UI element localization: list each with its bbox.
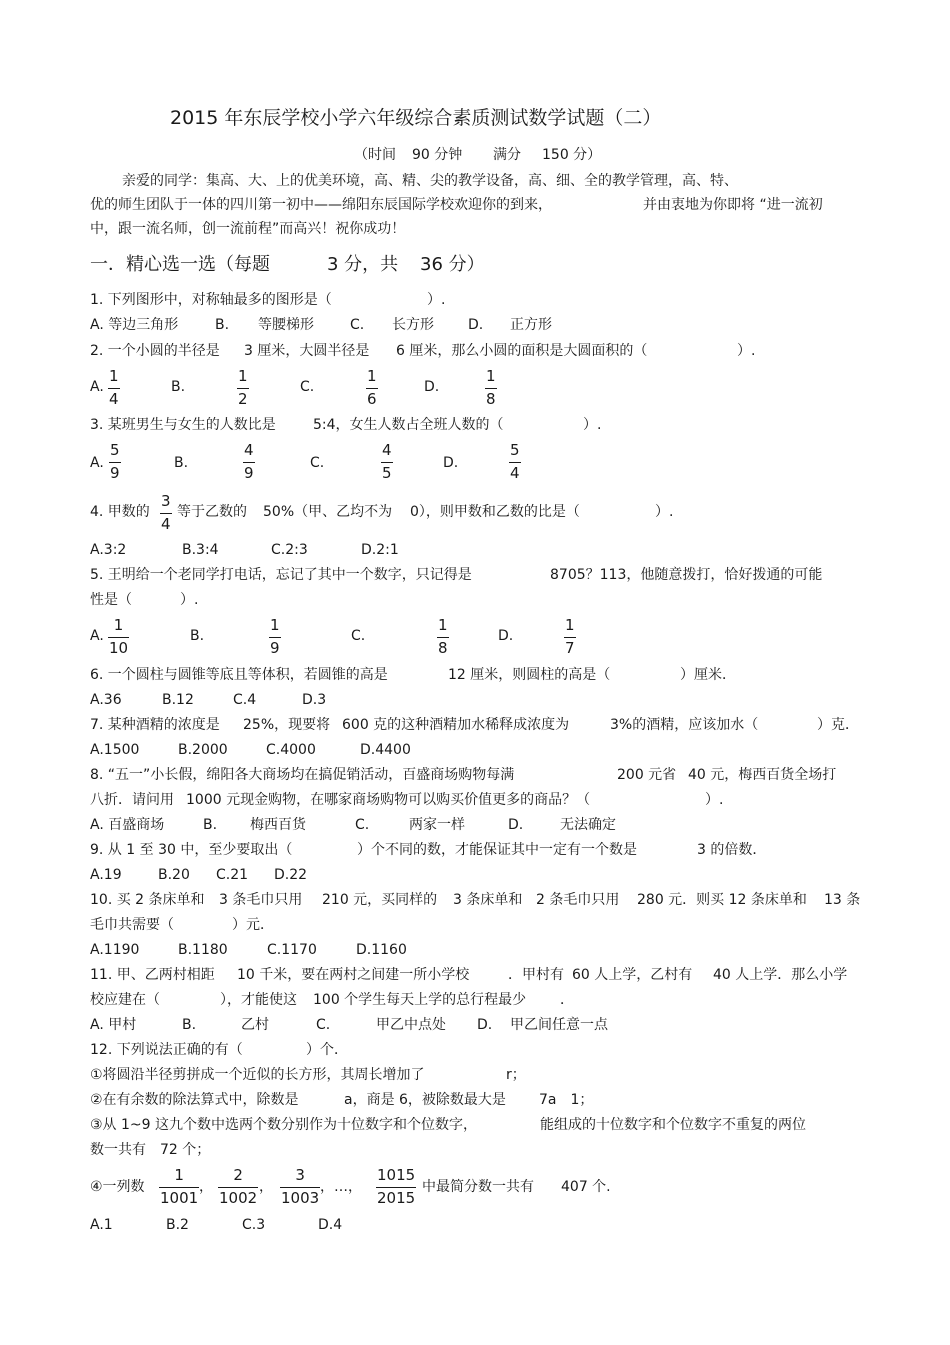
section-heading: 一．精心选一选（每题 — [90, 254, 270, 275]
q12-ellipsis: ，…， — [320, 1179, 362, 1195]
q7-value-1: 25%，现要将 — [243, 717, 331, 733]
q5-fraction-b: 1 9 — [270, 616, 280, 657]
q12-statement-3c: 数一共有 72 个； — [90, 1142, 211, 1158]
section-total: 36 分） — [420, 254, 485, 275]
q12-statement-2a: ②在有余数的除法算式中，除数是 — [90, 1092, 299, 1108]
q10-value-4: 2 条毛巾只用 — [536, 892, 620, 908]
q12-option-d: D.4 — [318, 1217, 343, 1233]
q11-end: ． — [560, 992, 574, 1008]
q9-option-b: B.20 — [158, 867, 190, 883]
q12-fraction-3: 3 1003 — [281, 1166, 320, 1207]
q12-fraction-2: 2 1002 — [219, 1166, 258, 1207]
q12-option-a: A.1 — [90, 1217, 113, 1233]
intro-line-1: 亲爱的同学：集高、大、上的优美环境，高、精、尖的教学设备，高、细、全的教学管理，高、特、 — [122, 173, 738, 189]
q11-value-5: ），才能使这 — [220, 992, 297, 1008]
q11-value-2: ．甲村有 — [508, 967, 564, 983]
q5-fraction-a: 1 10 — [109, 616, 129, 657]
q10-value-5: 280 元．则买 12 条床单和 — [637, 892, 807, 908]
q3-fraction-b: 4 9 — [244, 441, 254, 482]
q10-option-c: C.1170 — [267, 942, 317, 958]
q3-option-d: D. — [443, 455, 459, 471]
q7-option-b: B.2000 — [178, 742, 228, 758]
q1-option-b-label: B. — [215, 317, 230, 333]
q8-option-a: A. 百盛商场 — [90, 817, 165, 833]
section-points: 3 分，共 — [327, 254, 399, 275]
q6-option-c: C.4 — [233, 692, 257, 708]
q10-value-2: 210 元，买同样的 — [322, 892, 438, 908]
q8-option-c-text: 两家一样 — [409, 817, 465, 833]
q9-value-2: 3 的倍数． — [697, 842, 767, 858]
q10-option-b: B.1180 — [178, 942, 228, 958]
q4-option-a: A.3:2 — [90, 542, 127, 558]
q2-stem: 2. 一个小圆的半径是 — [90, 343, 220, 359]
q12-fraction-1: 1 1001 — [160, 1166, 199, 1207]
q8-value-2: 40 元，梅西百货全场打 — [688, 767, 837, 783]
q3-stem: 3. 某班男生与女生的人数比是 — [90, 417, 276, 433]
q2-value-1: 3 厘米，大圆半径是 — [244, 343, 370, 359]
q11-stem: 11. 甲、乙两村相距 — [90, 967, 215, 983]
q10-value-3: 3 条床单和 — [453, 892, 523, 908]
q12-option-c: C.3 — [242, 1217, 266, 1233]
score-label: 满分 — [493, 147, 521, 163]
intro-line-2a: 优的师生团队于一体的四川第一初中——绵阳东辰国际学校欢迎你的到来， — [90, 197, 552, 213]
q3-option-c: C. — [310, 455, 325, 471]
q12-comma-2: ， — [259, 1179, 273, 1195]
q6-end: ）厘米． — [680, 667, 736, 683]
q2-option-b: B. — [171, 379, 186, 395]
q9-value-1: ）个不同的数，才能保证其中一定有一个数是 — [357, 842, 637, 858]
q8-stem-2: 八折．请问用 — [90, 792, 174, 808]
q9-option-d: D.22 — [274, 867, 308, 883]
q7-option-d: D.4400 — [360, 742, 411, 758]
q10-value-1: 3 条毛巾只用 — [219, 892, 303, 908]
intro-line-3: 中，跟一流名师，创一流前程”而高兴！祝你成功！ — [90, 221, 406, 237]
q2-option-c: C. — [300, 379, 315, 395]
time-label: （时间 — [354, 147, 396, 163]
q6-option-d: D.3 — [302, 692, 327, 708]
q7-option-a: A.1500 — [90, 742, 140, 758]
q11-option-d-label: D. — [477, 1017, 493, 1033]
q12-option-b: B.2 — [166, 1217, 189, 1233]
q1-option-c-text: 长方形 — [392, 317, 434, 333]
q10-option-d: D.1160 — [356, 942, 407, 958]
q12-statement-1b: r； — [506, 1067, 526, 1083]
q7-value-2: 600 克的这种酒精加水稀释成浓度为 — [342, 717, 570, 733]
q2-end: ）. — [737, 343, 756, 359]
q1-option-a: A. 等边三角形 — [90, 317, 179, 333]
q11-option-c-text: 甲乙中点处 — [376, 1017, 446, 1033]
score-value: 150 分） — [542, 147, 602, 163]
q12-statement-2c: 7a 1； — [539, 1092, 594, 1108]
q11-value-4: 40 人上学．那么小学 — [713, 967, 848, 983]
q7-value-3: 3%的酒精，应该加水（ — [610, 717, 759, 733]
q4-option-c: C.2:3 — [271, 542, 308, 558]
q5-option-a: A. — [90, 628, 104, 644]
q4-option-b: B.3:4 — [182, 542, 219, 558]
q10-option-a: A.1190 — [90, 942, 140, 958]
q7-option-c: C.4000 — [266, 742, 316, 758]
q1-option-d-label: D. — [468, 317, 484, 333]
q8-value-3: 1000 元现金购物，在哪家商场购物可以购买价值更多的商品？（ — [186, 792, 591, 808]
q4-end: ）. — [655, 504, 674, 520]
q12-end: ）个． — [306, 1042, 348, 1058]
q6-value: 12 厘米，则圆柱的高是（ — [448, 667, 611, 683]
q8-stem: 8. “五一”小长假，绵阳各大商场均在搞促销活动，百盛商场购物每满 — [90, 767, 515, 783]
q3-end: ）. — [583, 417, 602, 433]
q11-value-6: 100 个学生每天上学的总行程最少 — [313, 992, 527, 1008]
q9-stem: 9. 从 1 至 30 中，至少要取出（ — [90, 842, 293, 858]
q8-end: ）. — [705, 792, 724, 808]
q3-fraction-d: 5 4 — [510, 441, 520, 482]
q4-option-d: D.2:1 — [361, 542, 399, 558]
q4-stem: 4. 甲数的 — [90, 504, 150, 520]
q2-fraction-c: 1 6 — [367, 367, 377, 408]
q2-fraction-a: 1 4 — [109, 367, 119, 408]
q12-fraction-4: 1015 2015 — [377, 1166, 416, 1207]
q12-comma-1: ， — [199, 1179, 213, 1195]
q3-option-b: B. — [174, 455, 189, 471]
q12-stem: 12. 下列说法正确的有（ — [90, 1042, 243, 1058]
q5-option-b: B. — [190, 628, 205, 644]
q10-end: ）元． — [232, 917, 274, 933]
q12-statement-4a: ④一列数 — [90, 1179, 145, 1195]
time-value: 90 分钟 — [412, 147, 463, 163]
q6-option-a: A.36 — [90, 692, 122, 708]
q12-statement-1a: ①将圆沿半径剪拼成一个近似的长方形，其周长增加了 — [90, 1067, 425, 1083]
q11-option-b-label: B. — [182, 1017, 197, 1033]
intro-line-2b: 并由衷地为你即将 “进一流初 — [643, 197, 823, 213]
q9-option-a: A.19 — [90, 867, 122, 883]
q11-option-d-text: 甲乙间任意一点 — [510, 1017, 608, 1033]
q12-statement-3b: 能组成的十位数字和个位数字不重复的两位 — [540, 1117, 806, 1133]
q6-stem: 6. 一个圆柱与圆锥等底且等体积，若圆锥的高是 — [90, 667, 388, 683]
q4-stem-2: 等于乙数的 — [177, 504, 247, 520]
q10-value-6: 13 条 — [824, 892, 861, 908]
q8-option-b-text: 梅西百货 — [250, 817, 306, 833]
q11-value-3: 60 人上学，乙村有 — [572, 967, 693, 983]
q2-fraction-d: 1 8 — [486, 367, 496, 408]
q2-option-d: D. — [424, 379, 440, 395]
q5-stem-2: 性是（ — [90, 592, 132, 608]
q12-statement-2b: a，商是 6，被除数最大是 — [344, 1092, 506, 1108]
q1-stem: 1. 下列图形中，对称轴最多的图形是（ — [90, 292, 332, 308]
q7-stem: 7. 某种酒精的浓度是 — [90, 717, 220, 733]
q7-end: ）克． — [817, 717, 859, 733]
q12-statement-4c: 407 个. — [561, 1179, 611, 1195]
q4-fraction: 3 4 — [161, 492, 171, 533]
q5-stem: 5. 王明给一个老同学打电话，忘记了其中一个数字，只记得是 — [90, 567, 472, 583]
q2-fraction-b: 1 2 — [238, 367, 248, 408]
page-title: 2015 年东辰学校小学六年级综合素质测试数学试题（二） — [170, 107, 662, 129]
q3-ratio: 5:4，女生人数占全班人数的（ — [313, 417, 504, 433]
q5-option-c: C. — [351, 628, 366, 644]
q8-value-1: 200 元省 — [617, 767, 677, 783]
q1-option-c-label: C. — [350, 317, 365, 333]
q6-option-b: B.12 — [162, 692, 194, 708]
q1-option-d-text: 正方形 — [510, 317, 552, 333]
q5-number: 8705？113，他随意拨打，恰好拨通的可能 — [550, 567, 823, 583]
q11-option-a: A. 甲村 — [90, 1017, 137, 1033]
q10-stem: 10. 买 2 条床单和 — [90, 892, 205, 908]
q12-statement-3a: ③从 1~9 这九个数中选两个数分别作为十位数字和个位数字， — [90, 1117, 477, 1133]
q3-fraction-c: 4 5 — [382, 441, 392, 482]
q8-option-d-label: D. — [508, 817, 524, 833]
q5-option-d: D. — [498, 628, 514, 644]
q3-option-a: A. — [90, 455, 104, 471]
q4-zero: 0），则甲数和乙数的比是（ — [410, 504, 580, 520]
q11-option-c-label: C. — [316, 1017, 331, 1033]
q10-stem-2: 毛巾共需要（ — [90, 917, 174, 933]
q12-statement-4b: 中最简分数一共有 — [422, 1179, 534, 1195]
q4-percent: 50%（甲、乙均不为 — [263, 504, 393, 520]
q8-option-b-label: B. — [203, 817, 218, 833]
q5-end: ）. — [180, 592, 199, 608]
q3-fraction-a: 5 9 — [110, 441, 120, 482]
q5-fraction-d: 1 7 — [565, 616, 575, 657]
q9-option-c: C.21 — [216, 867, 249, 883]
q5-fraction-c: 1 8 — [438, 616, 448, 657]
q2-value-2: 6 厘米，那么小圆的面积是大圆面积的（ — [396, 343, 648, 359]
q11-value-1: 10 千米，要在两村之间建一所小学校 — [237, 967, 470, 983]
q2-option-a: A. — [90, 379, 104, 395]
q1-end: ）. — [427, 292, 446, 308]
q1-option-b-text: 等腰梯形 — [258, 317, 314, 333]
q8-option-c-label: C. — [355, 817, 370, 833]
q8-option-d-text: 无法确定 — [560, 817, 616, 833]
q11-option-b-text: 乙村 — [241, 1017, 269, 1033]
q11-stem-2: 校应建在（ — [90, 992, 160, 1008]
